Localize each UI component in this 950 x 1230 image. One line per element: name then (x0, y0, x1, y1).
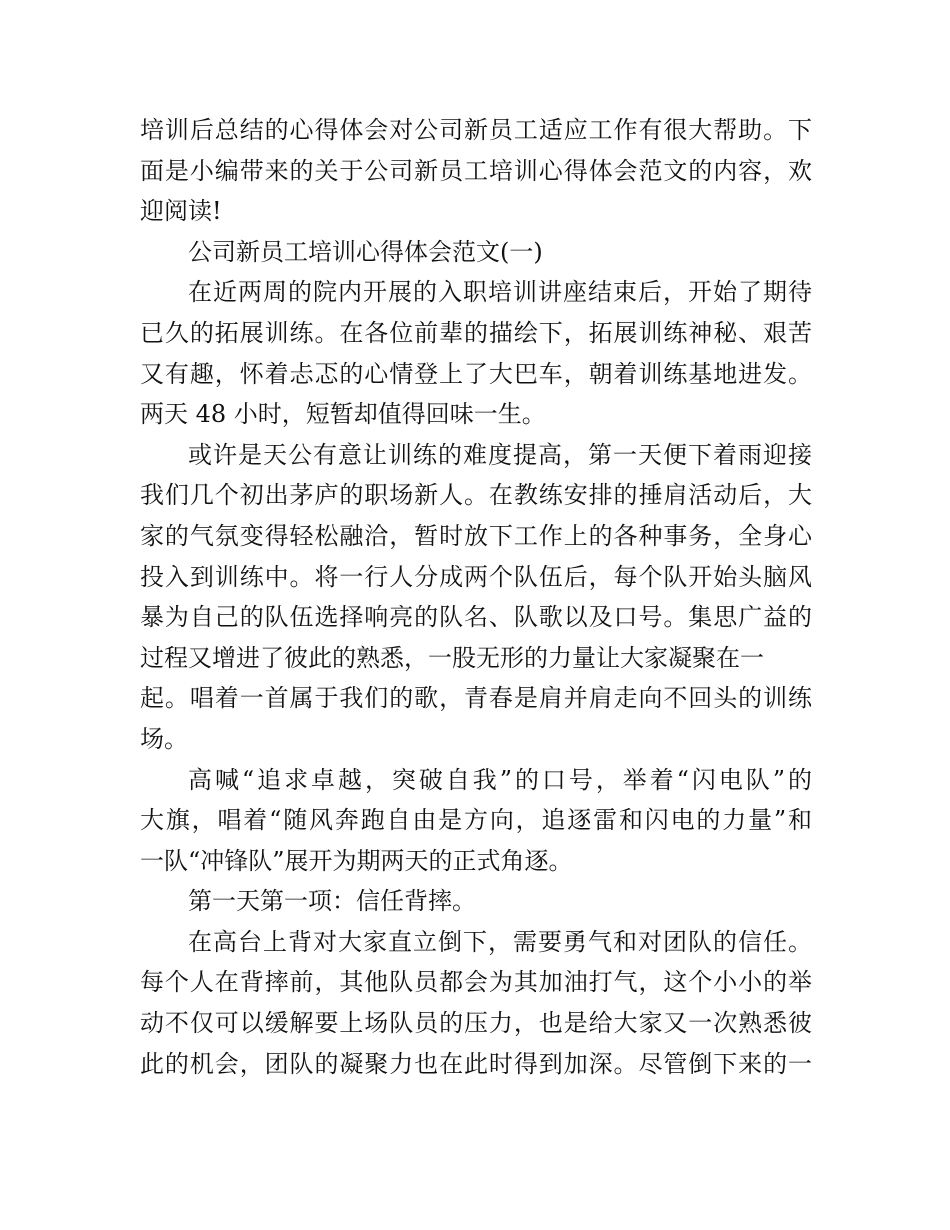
section-heading: 公司新员工培训心得体会范文(一) (188, 237, 543, 266)
text-line-18: 大旗，唱着“随风奔跑自由是方向，追逐雷和闪电的力量”和 (140, 806, 812, 835)
text-line-20: 第一天第一项：信任背摔。 (188, 887, 476, 916)
text-line-11: 家的气氛变得轻松融洽，暂时放下工作上的各种事务，全身心 (140, 521, 812, 550)
text-line-8: 两天 48 小时，短暂却值得回味一生。 (140, 400, 546, 429)
text-line-23: 动不仅可以缓解要上场队员的压力，也是给大家又一次熟悉彼 (140, 1009, 812, 1038)
text-line-19: 一队“冲锋队”展开为期两天的正式角逐。 (140, 846, 573, 875)
document-page (140, 110, 812, 1084)
text-line-13: 暴为自己的队伍选择响亮的队名、队歌以及口号。集思广益的 (140, 603, 812, 632)
text-line-9: 或许是天公有意让训练的难度提高，第一天便下着雨迎接 (188, 440, 812, 469)
text-line-22: 每个人在背摔前，其他队员都会为其加油打气，这个小小的举 (140, 968, 812, 997)
text-line-2: 面是小编带来的关于公司新员工培训心得体会范文的内容，欢 (140, 156, 812, 185)
text-line-16: 场。 (140, 724, 188, 753)
text-line-14: 过程又增进了彼此的熟悉，一股无形的力量让大家凝聚在一 (140, 643, 764, 672)
text-line-17: 高喊“追求卓越，突破自我”的口号，举着“闪电队”的 (188, 765, 812, 794)
text-line-21: 在高台上背对大家直立倒下，需要勇气和对团队的信任。 (188, 927, 812, 956)
text-line-1: 培训后总结的心得体会对公司新员工适应工作有很大帮助。下 (140, 116, 812, 144)
text-line-5: 在近两周的院内开展的入职培训讲座结束后，开始了期待 (188, 278, 812, 307)
text-line-6: 已久的拓展训练。在各位前辈的描绘下，拓展训练神秘、艰苦 (140, 318, 812, 347)
text-line-10: 我们几个初出茅庐的职场新人。在教练安排的捶肩活动后，大 (140, 481, 812, 510)
text-line-7: 又有趣，怀着忐忑的心情登上了大巴车，朝着训练基地进发。 (140, 359, 812, 388)
text-line-3: 迎阅读! (140, 197, 222, 226)
text-line-12: 投入到训练中。将一行人分成两个队伍后，每个队开始头脑风 (140, 562, 812, 591)
text-line-15: 起。唱着一首属于我们的歌，青春是肩并肩走向不回头的训练 (140, 684, 812, 713)
text-line-24: 此的机会，团队的凝聚力也在此时得到加深。尽管倒下来的一 (140, 1049, 812, 1078)
